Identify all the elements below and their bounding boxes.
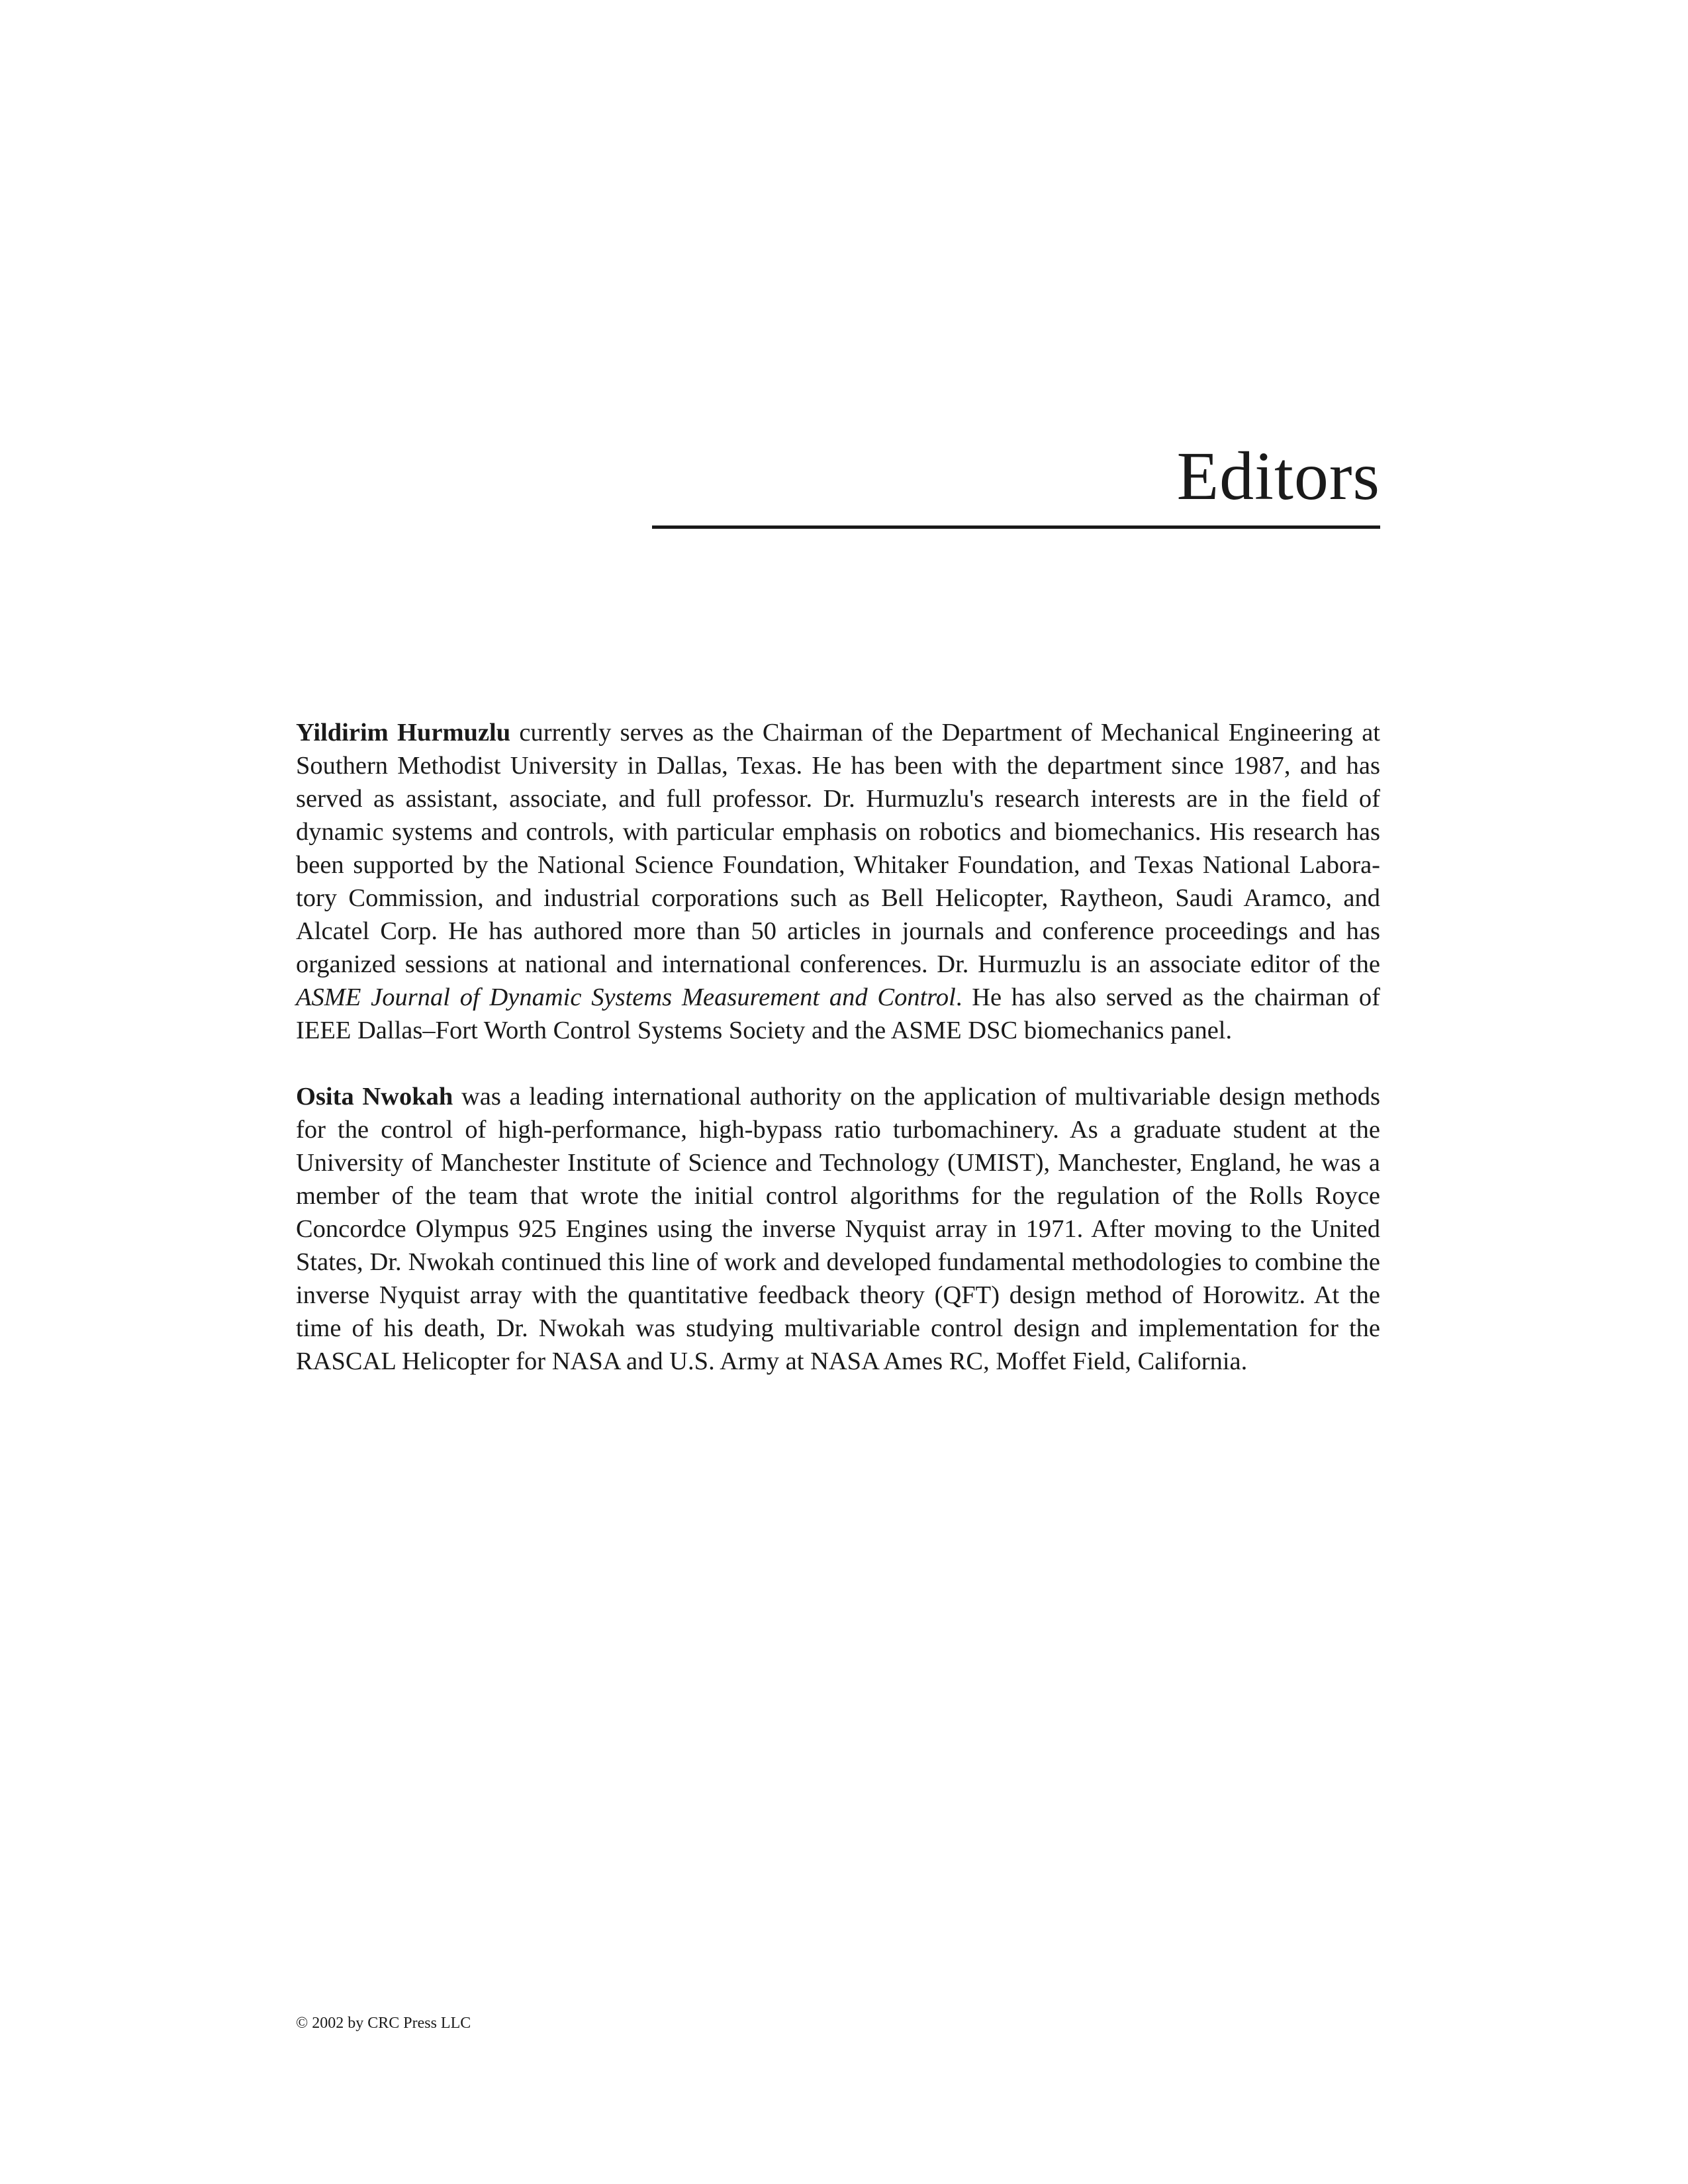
journal-title: ASME Journal of Dynamic Systems Measurement and Control <box>296 983 956 1011</box>
bio-text: was a leading international authority on the application of multivariable design methods for the control of high-performance, high-bypass ratio turbomachinery. As a graduate student at the University of Manchester Institute of Science and Technology (UMIST), Manchester, England, he was a member of the team that wrote the initial control algorithms for the regulation of the Rolls Royce Concordce Olympus 925 Engines using the inverse Nyquist array in 1971. After moving to the United States, Dr. Nwokah continued this line of work and developed fundamental methodologies to combine the inverse Nyquist array with the quantitative feedback theory (QFT) design method of Horowitz. At the time of his death, Dr. Nwokah was studying multivariable control design and implementation for the RASCAL Helicopter for NASA and U.S. Army at NASA Ames RC, Moffet Field, California. <box>296 1083 1380 1375</box>
bio-paragraph-nwokah <box>296 1080 1380 1378</box>
title-underline <box>652 525 1380 529</box>
editor-bios <box>296 716 1380 1411</box>
title-block <box>652 437 1380 529</box>
copyright-notice: © 2002 by CRC Press LLC <box>296 2015 471 2032</box>
bio-text: . He has also served as the chairman of IEEE Dallas–Fort Worth Control Systems Society and the ASME DSC biomechanics panel. <box>296 983 1380 1044</box>
bio-text: currently serves as the Chairman of the Department of Mechanical Engineering at Southern Methodist University in Dallas, Texas. He has been with the department since 1987, and has served as assistant, associate, and full professor. Dr. Hurmuzlu's research interests are in the field of dynamic systems and controls, with particular emphasis on robotics and biomechanics. His research has been supported by the National Science Foundation, Whitaker Foundation, and Texas National Laboratory Commission, and industrial corporations such as Bell Helicopter, Raytheon, Saudi Aramco, and Alcatel Corp. He has authored more than 50 articles in journals and conference proceedings and has organized sessions at national and international conferences. Dr. Hurmuzlu is an associate editor of the <box>296 719 1380 978</box>
bio-name: Yildirim Hurmuzlu <box>296 719 511 747</box>
page-title: Editors <box>1176 438 1380 514</box>
bio-name: Osita Nwokah <box>296 1083 453 1111</box>
bio-paragraph-hurmuzlu <box>296 716 1380 1047</box>
